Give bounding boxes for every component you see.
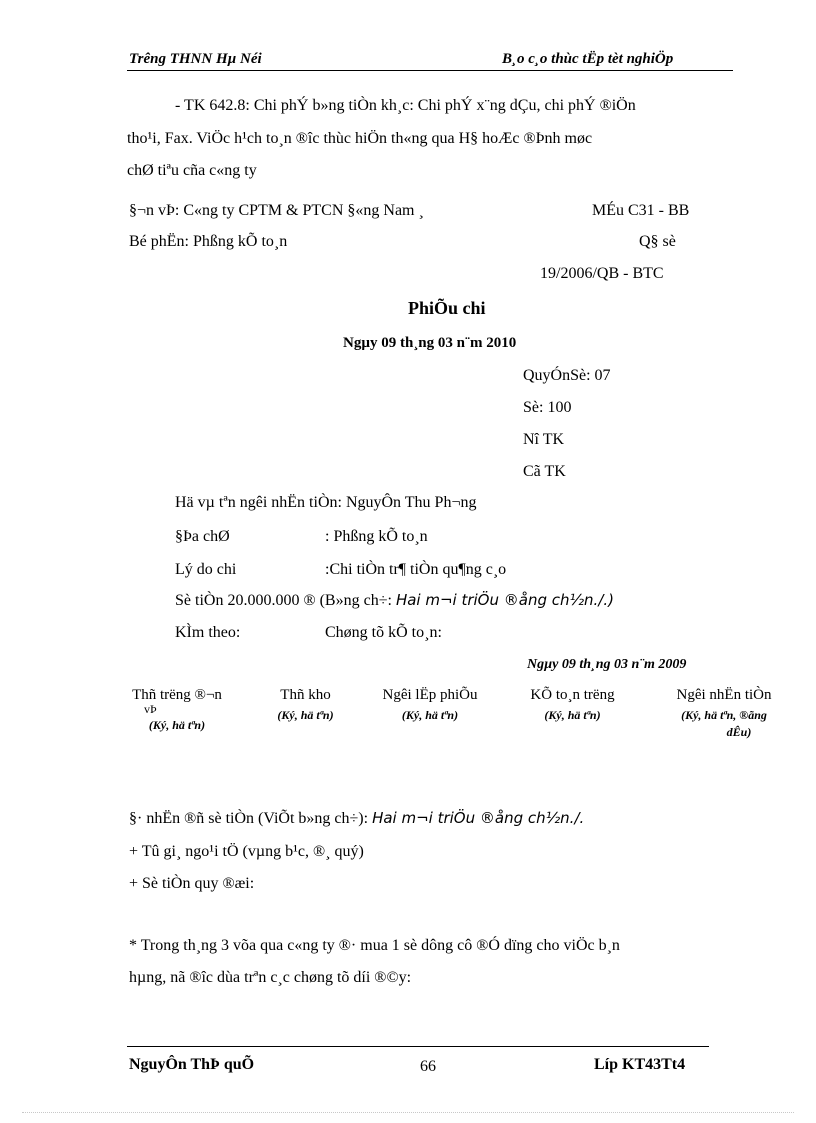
footer-divider [127, 1046, 709, 1047]
closing-line-1: * Trong th¸ng 3 võa qua c«ng ty ®· mua 1 sè dông cô ®Ó dïng cho viÖc b¸n [129, 937, 620, 954]
signature-title: Ngêi lËp phiÕu [382, 687, 478, 703]
intro-line-3: chØ tiªu cña c«ng ty [127, 162, 257, 179]
signature-date: Ngµy 09 th¸ng 03 n¨m 2009 [527, 657, 687, 672]
signature-title: Thñ trëng ®¬n [132, 687, 222, 703]
signature-receiver [654, 686, 794, 738]
signature-title: KÕ to¸n trëng [530, 687, 615, 703]
credit-account: Cã TK [523, 463, 566, 480]
header-school: Trêng THNN Hµ Néi [129, 51, 262, 67]
signature-note: (Ký, hä tªn, ®ãng [681, 708, 767, 722]
received-text: §· nhËn ®ñ sè tiÒn (ViÕt b»ng ch÷): [129, 810, 373, 827]
intro-line-2: tho¹i, Fax. ViÖc h¹ch to¸n ®îc thùc hiÖn th«ng qua H§ hoÆc ®Þnh møc [127, 130, 593, 147]
amount-in-words: Hai m¬i triÖu ®ång ch½n./.) [395, 591, 614, 609]
reason-label: Lý do chi [175, 561, 237, 578]
header-report-title: B¸o c¸o thùc tËp tèt nghiÖp [502, 51, 674, 67]
amount-text: Sè tiÒn 20.000.000 ® (B»ng ch÷: [175, 592, 396, 609]
footer-author: NguyÔn ThÞ quÕ [129, 1056, 255, 1073]
attachment-value: Chøng tõ kÕ to¸n: [325, 624, 442, 641]
intro-line-1: - TK 642.8: Chi phÝ b»ng tiÒn kh¸c: Chi phÝ x¨ng dÇu, chi phÝ ®iÖn [175, 97, 636, 114]
signature-storekeeper [258, 686, 353, 726]
signature-title: Ngêi nhËn tiÒn [676, 687, 772, 703]
book-number: QuyÓnSè: 07 [523, 367, 611, 384]
signature-note-cont: dÊu) [726, 725, 752, 739]
form-code: MÉu C31 - BB [592, 202, 690, 219]
signature-preparer [362, 686, 498, 726]
attachment-label: KÌm theo: [175, 624, 241, 641]
page-edge [22, 1112, 794, 1113]
signature-note: (Ký, hä tªn) [401, 708, 459, 722]
voucher-date: Ngµy 09 th¸ng 03 n¨m 2010 [343, 335, 517, 351]
page-number: 66 [420, 1058, 436, 1075]
address-value: : Phßng kÕ to¸n [325, 528, 428, 545]
exchange-rate-line: + Tû gi¸ ngo¹i tÖ (vµng b¹c, ®¸ quý) [129, 843, 364, 860]
converted-amount-line: + Sè tiÒn quy ®æi: [129, 875, 255, 892]
signature-director [112, 686, 242, 736]
address-label: §Þa chØ [175, 528, 230, 545]
header-divider [127, 70, 733, 71]
signature-note: (Ký, hä tªn) [277, 708, 334, 722]
voucher-title: PhiÕu chi [408, 298, 486, 318]
signature-note: (Ký, hä tªn) [544, 708, 601, 722]
received-line [129, 811, 584, 827]
unit-name: §¬n vÞ: C«ng ty CPTM & PTCN §«ng Nam ¸ [129, 202, 424, 219]
received-amount-words: Hai m¬i triÖu ®ång ch½n./. [372, 809, 585, 827]
decision-label: Q§ sè [639, 233, 676, 250]
closing-line-2: hµng, nã ®îc dùa trªn c¸c chøng tõ díi ®©y: [129, 969, 412, 986]
reason-value: :Chi tiÒn tr¶ tiÒn qu¶ng c¸o [325, 561, 507, 578]
receiver-name: Hä vµ tªn ngêi nhËn tiÒn: NguyÔn Thu Ph¬ng [175, 494, 477, 511]
debit-account: Nî TK [523, 431, 565, 448]
signature-note: (Ký, hä tªn) [148, 718, 206, 732]
department: Bé phËn: Phßng kÕ to¸n [129, 233, 288, 250]
signature-title: Thñ kho [280, 687, 331, 703]
decision-number: 19/2006/QB - BTC [540, 265, 664, 282]
voucher-number: Sè: 100 [523, 399, 572, 416]
signature-title-cont: vÞ [144, 702, 157, 716]
amount-line [175, 593, 614, 609]
footer-class: Líp KT43Tt4 [594, 1056, 686, 1073]
signature-chief-accountant [510, 686, 635, 726]
